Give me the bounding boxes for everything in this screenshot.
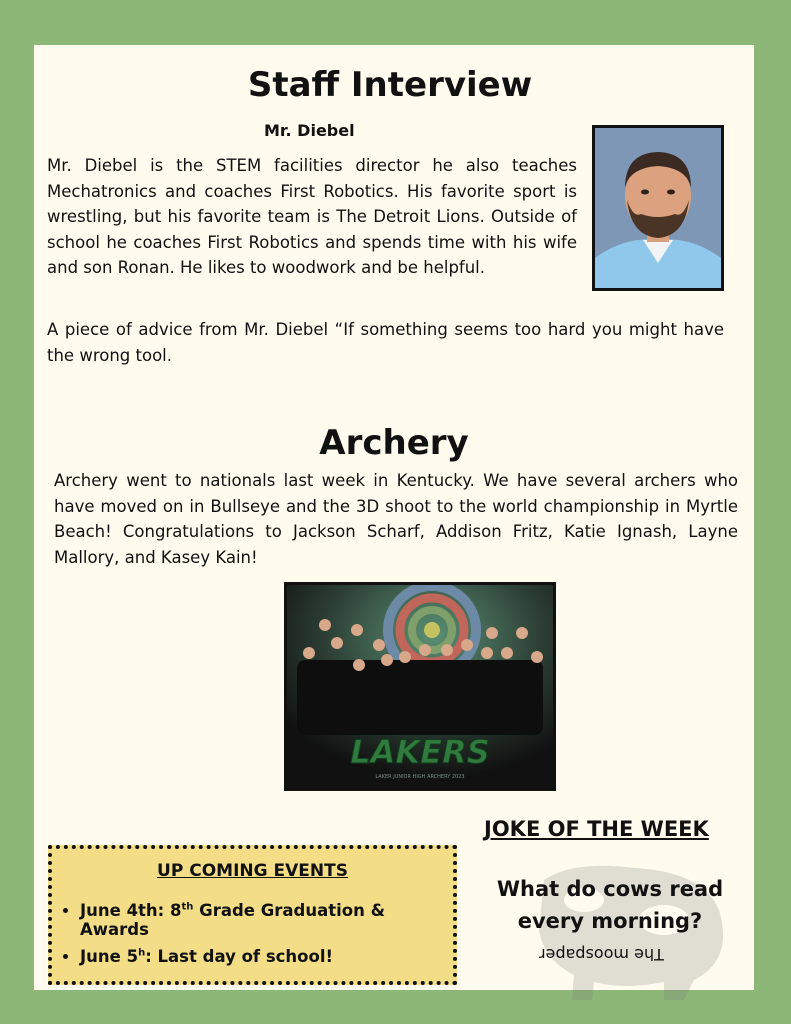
events-title: UP COMING EVENTS <box>157 861 348 881</box>
joke-question: What do cows read every morning? <box>496 877 724 933</box>
newsletter-page <box>34 45 754 990</box>
staff-interview-title: Staff Interview <box>247 65 533 105</box>
upcoming-events-box <box>48 845 457 985</box>
photo-caption-text: LAKER JUNIOR HIGH ARCHERY 2023 <box>375 774 465 780</box>
staff-portrait <box>592 125 724 291</box>
staff-advice: A piece of advice from Mr. Diebel “If something seems too hard you might have the wrong tool. <box>47 320 724 365</box>
joke-title: JOKE OF THE WEEK <box>484 817 709 841</box>
event-item: • June 5$^h$: Last day of school! <box>80 947 453 966</box>
staff-name: Mr. Diebel <box>264 121 355 140</box>
staff-bio: Mr. Diebel is the STEM facilities director he also teaches Mechatronics and coaches First Robotics. His favorite sport is wrestling, but his favorite team is The Detroit Lions. Outside of school he coaches First Robotics and spends time with his wife and son Ronan. He likes to woodwork and be helpful. <box>47 156 577 277</box>
archery-text: Archery went to nationals last week in Kentucky. We have several archers who have moved on in Bullseye and the 3D shoot to the world championship in Myrtle Beach! Congratulations to Jackson Scharf, Addison Fritz, Katie Ignash, Layne Mallory, and Kasey Kain! <box>54 471 738 567</box>
archery-title: Archery <box>319 423 469 463</box>
event-item: • June 4th: 8th Grade Graduation & Awards <box>80 901 453 939</box>
events-list <box>52 901 453 974</box>
joke-answer-upside-down: The moospaper <box>539 945 664 964</box>
photo-banner-text: LAKERS <box>350 733 490 771</box>
archery-team-photo <box>284 582 556 791</box>
